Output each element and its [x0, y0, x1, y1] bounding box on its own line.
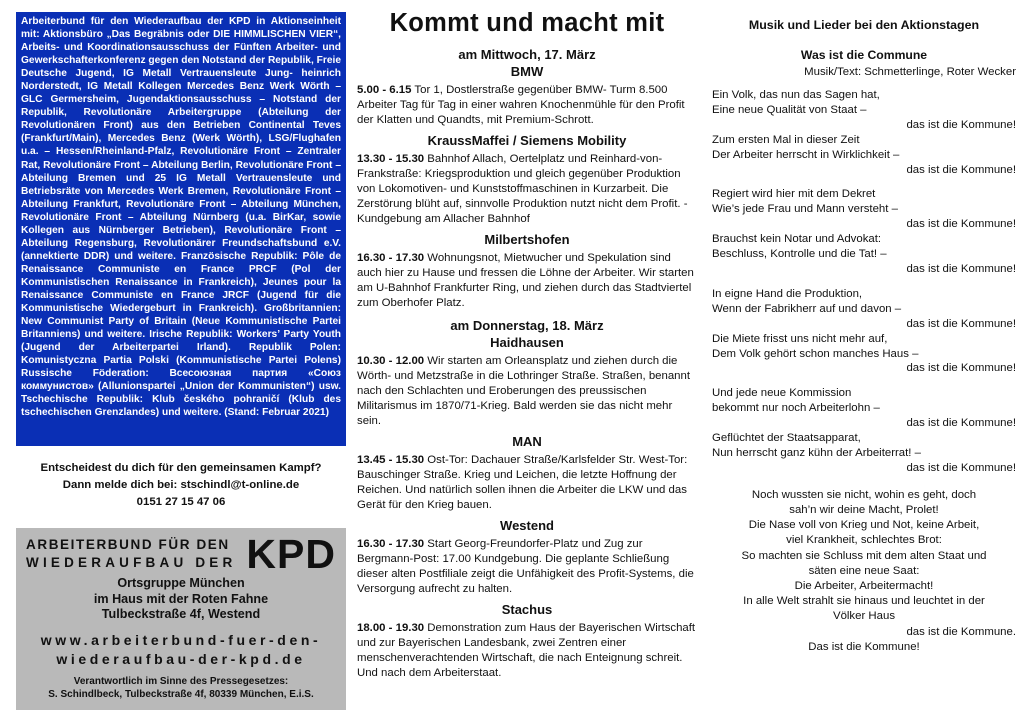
event-place: MAN — [512, 434, 542, 449]
imprint-label: Verantwortlich im Sinne des Pressegesetzes: — [73, 675, 289, 687]
event-description: 10.30 - 12.00 Wir starten am Orleansplatz und ziehen durch die Wörth- und Metzstraße in die Lothringer Straße. Straßen, benannt nach den Schlachten und Eroberungen des preussischen Militarismus im 1870/71-Krieg. Bald werden sie das nicht mehr sein. — [357, 355, 691, 427]
verse-refrain: das ist die Kommune! — [906, 417, 1016, 430]
day-heading-2: am Donnerstag, 18. März — [450, 318, 604, 333]
verse-line: Geflüchtet der Staatsapparat, — [712, 432, 861, 445]
song-verse — [712, 187, 1016, 276]
event-description: 16.30 - 17.30 Wohnungsnot, Mietwucher und Spekulation sind auch hier zu Hause und fressen die Löhne der Arbeiter. Wir starten am U-Bahnhof Frankfurter Ring, und ziehen durch das Stadtviertel zum Oberhofer Platz. — [357, 252, 694, 309]
verse-line: In eigne Hand die Produktion, — [712, 287, 863, 300]
song-verse — [712, 88, 1016, 177]
verse-line: Und jede neue Kommission — [712, 387, 852, 400]
verse-line: Eine neue Qualität von Staat – — [712, 103, 867, 116]
song-last-verse — [712, 488, 1016, 655]
verse-refrain: das ist die Kommune! — [906, 362, 1016, 375]
event-description: 18.00 - 19.30 Demonstration zum Haus der Bayerischen Wirtschaft und zur Bayerischen Landesbank, zwei Zentren einer menschenverachtenden Wirtschaft, die nach Enteignung schreit. Und nach dem Arbeiterstaat. — [357, 622, 696, 679]
events-day-1 — [357, 63, 697, 311]
verse-line: Brauchst kein Notar und Advokat: — [712, 233, 882, 246]
verse-line: Die Nase voll von Krieg und Not, keine Arbeit, — [748, 519, 980, 532]
event-time: 10.30 - 12.00 — [357, 355, 425, 367]
verse-line: Völker Haus — [832, 610, 896, 623]
verse-line: Nun herrscht ganz kühn der Arbeiterrat! – — [712, 446, 921, 459]
song-verse — [712, 287, 1016, 376]
event-time: 16.30 - 17.30 — [357, 252, 425, 264]
verse-line: So machten sie Schluss mit dem alten Staat und — [741, 549, 987, 562]
music-heading: Musik und Lieder bei den Aktionstagen — [748, 18, 980, 32]
verse-line: Das ist die Kommune! — [808, 640, 920, 653]
imprint — [22, 675, 340, 701]
local-group-address: Tulbeckstraße 4f, Westend — [101, 607, 261, 621]
event-place: BMW — [510, 64, 544, 79]
song-verse — [712, 386, 1016, 475]
verse-line: Wenn der Fabrikherr auf und davon – — [712, 302, 902, 315]
verse-line: Wie’s jede Frau und Mann versteht – — [712, 203, 898, 216]
right-column — [712, 0, 1016, 655]
event-description: 5.00 - 6.15 Tor 1, Dostlerstraße gegenüber BMW- Turm 8.500 Arbeiter Tag für Tag in einer wahren Knochenmühle für den Profit der Klatten und Quandts, mit Premium-Schrott. — [357, 84, 685, 126]
verse-refrain: das ist die Kommune! — [906, 118, 1016, 131]
local-group — [22, 576, 340, 623]
event-place: Westend — [500, 518, 554, 533]
website-url[interactable] — [22, 631, 340, 669]
join-call — [16, 460, 346, 511]
verse-line: viel Krankheit, schlechtes Brot: — [786, 534, 942, 547]
verse-line: bekommt nur noch Arbeiterlohn – — [712, 402, 880, 415]
verse-line: Der Arbeiter herrscht in Wirklichkeit – — [712, 148, 900, 161]
event-place: Milbertshofen — [484, 232, 570, 247]
verse-refrain: das ist die Kommune! — [906, 461, 1016, 474]
kpd-big-letters: KPD — [246, 531, 336, 577]
event-time: 5.00 - 6.15 — [357, 84, 412, 96]
kpd-line-1: ARBEITERBUND FÜR DEN — [26, 537, 230, 552]
alliance-box — [16, 12, 346, 446]
event-place: Stachus — [501, 602, 553, 617]
event-place: KraussMaffei / Siemens Mobility — [427, 133, 627, 148]
event-place: Haidhausen — [490, 335, 564, 350]
verse-line: Noch wussten sie nicht, wohin es geht, doch — [751, 488, 977, 501]
local-group-house: im Haus mit der Roten Fahne — [93, 591, 269, 606]
verse-line: Regiert wird hier mit dem Dekret — [712, 188, 876, 201]
verse-refrain: das ist die Kommune! — [906, 317, 1016, 330]
kpd-info-box — [16, 528, 346, 710]
event-time: 13.45 - 15.30 — [357, 454, 425, 466]
local-group-name: Ortsgruppe München — [117, 576, 245, 590]
verse-line: Die Arbeiter, Arbeitermacht! — [794, 579, 934, 592]
join-question: Entscheidest du dich für den gemeinsamen Kampf? — [40, 462, 322, 474]
song-credits: Musik/Text: Schmetterlinge, Roter Wecker — [804, 66, 1016, 78]
verse-refrain: das ist die Kommune. — [906, 625, 1016, 638]
middle-column — [357, 0, 697, 685]
event-time: 13.30 - 15.30 — [357, 153, 425, 165]
verse-line: Beschluss, Kontrolle und die Tat! – — [712, 248, 887, 261]
verse-line: sah’n wir deine Macht, Prolet! — [789, 503, 939, 516]
kpd-logo — [22, 531, 340, 577]
verse-line: Die Miete frisst uns nicht mehr auf, — [712, 332, 888, 345]
website-url-line-2[interactable]: wiederaufbau-der-kpd.de — [56, 650, 306, 667]
join-phone: 0151 27 15 47 06 — [136, 496, 226, 508]
verse-refrain: das ist die Kommune! — [906, 262, 1016, 275]
left-column — [16, 0, 346, 511]
event-time: 18.00 - 19.30 — [357, 622, 425, 634]
page-title: Kommt und macht mit — [389, 9, 665, 37]
events-day-2 — [357, 334, 697, 681]
song-verses — [712, 88, 1016, 476]
verse-line: Zum ersten Mal in dieser Zeit — [712, 133, 860, 146]
verse-line: säten eine neue Saat: — [808, 564, 920, 577]
day-heading-1: am Mittwoch, 17. März — [458, 47, 596, 62]
song-title: Was ist die Commune — [800, 48, 928, 62]
imprint-address: S. Schindlbeck, Tulbeckstraße 4f, 80339 München, E.i.S. — [48, 688, 314, 700]
join-contact[interactable]: Dann melde dich bei: stschindl@t-online.de — [62, 479, 300, 491]
kpd-line-2: WIEDERAUFBAU DER — [26, 555, 237, 570]
event-time: 16.30 - 17.30 — [357, 538, 425, 550]
verse-refrain: das ist die Kommune! — [906, 218, 1016, 231]
website-url-line-1[interactable]: www.arbeiterbund-fuer-den- — [40, 631, 322, 648]
verse-line: Ein Volk, das nun das Sagen hat, — [712, 89, 880, 101]
verse-refrain: das ist die Kommune! — [906, 163, 1016, 176]
verse-line: In alle Welt strahlt sie hinaus und leuchtet in der — [743, 595, 985, 608]
event-description: 13.30 - 15.30 Bahnhof Allach, Oertelplatz und Reinhard-von-Frankstraße: Kriegsproduktion und gleich gegenüber Produktion von Lokomotiven- und Kunststoffmaschinen in Kurzarbeit. Die Zerstörung blüht auf, sinnvolle Produktion nutzt nicht dem Profit. - Kundgebung am Allacher Bahnhof — [357, 153, 688, 225]
event-description: 16.30 - 17.30 Start Georg-Freundorfer-Platz und Zug zur Bergmann-Post: 17.00 Kundgebung. Die geplante Schließung dieser alten Postfiliale zeigt die Unfähigkeit des Profit-Systems, die Versorgung aufrecht zu halten. — [357, 538, 694, 595]
verse-line: Dem Volk gehört schon manches Haus – — [712, 347, 919, 360]
alliance-text: Arbeiterbund für den Wiederaufbau der KPD in Aktionseinheit mit: Aktionsbüro „Das Begräbnis oder DIE HIMMLISCHEN VIER“, Arbeits- und Koordinationsausschuss der Fünften Arbeiter- und Gewerkschafterkonferenz gegen den Notstand der Republik, Freie Deutsche Jugend, IG Metall Vertrauensleute Jung- heinrich Norderstedt, IG Metall Kollegen Mercedes Benz Werk Wörth – GLC Germersheim, Jugendaktionsausschuss – Notstand der Republik, Revolutionäre Arbeitergruppe (Abteilung der Revolutionären Front) aus den Betrieben Continental Teves (Frankfurt/Main), Mercedes Benz (Werk Wörth), LSG/Flughafen u.a. – Hessen/Rheinland-Pfalz, Revolutionäre Front – Zentraler Rat, Revolutionäre Front – Abteilung Berlin, Revolutionäre Front – Abteilung Bremen und 25 IG Metall Vertrauensleute und Betriebsräte von Mercedes Werk Bremen, Revolutionäre Front – Abteilung Frankfurt, Revolutionäre Front – Abteilung München, Revolutionäre Front – Abteilung Nürnberg (u.a. BirKar, sowie Kollegen aus Nürnberger Betrieben), Revolutionäre Front – Abteilung Regensburg, Revolutionärer Freundschaftsbund e.V. (annektierte DDR) und weitere. Französische Republik: Pôle de Renaissance Communiste en France PRCF (Pol der Kommunistischen Renaissance in Frankreich), Jeunes pour la Renaissance Communiste en France JRCF (Jugend für die Kommunistische Wiedergeburt in Frankreich). Großbritannien: New Communist Party of Britain (Neue Kommunistische Partei Britanniens) und weitere. Irische Republik: Workers’ Party Youth (Jugend der Arbeiterpartei Irland). Republik Polen: Komunistyczna Partia Polski (Kommunistische Partei Polens) Russische Föderation: Всесоюзная партия «Союз коммунистов» (Allunionspartei „Union der Kommunisten“) usw. Tschechische Republik: Klub českého pohraničí (Klub des tschechischen Grenzlandes) und weitere. (Stand: Februar 2021) — [21, 16, 341, 419]
event-description: 13.45 - 15.30 Ost-Tor: Dachauer Straße/Karlsfelder Str. West-Tor: Bauschinger Straße. Krieg und Leichen, die letzte Hoffnung der Reichen. Und natürlich sollen ihnen die Arbeiter die LKW und das Gerät für den Krieg bauen. — [357, 454, 688, 511]
